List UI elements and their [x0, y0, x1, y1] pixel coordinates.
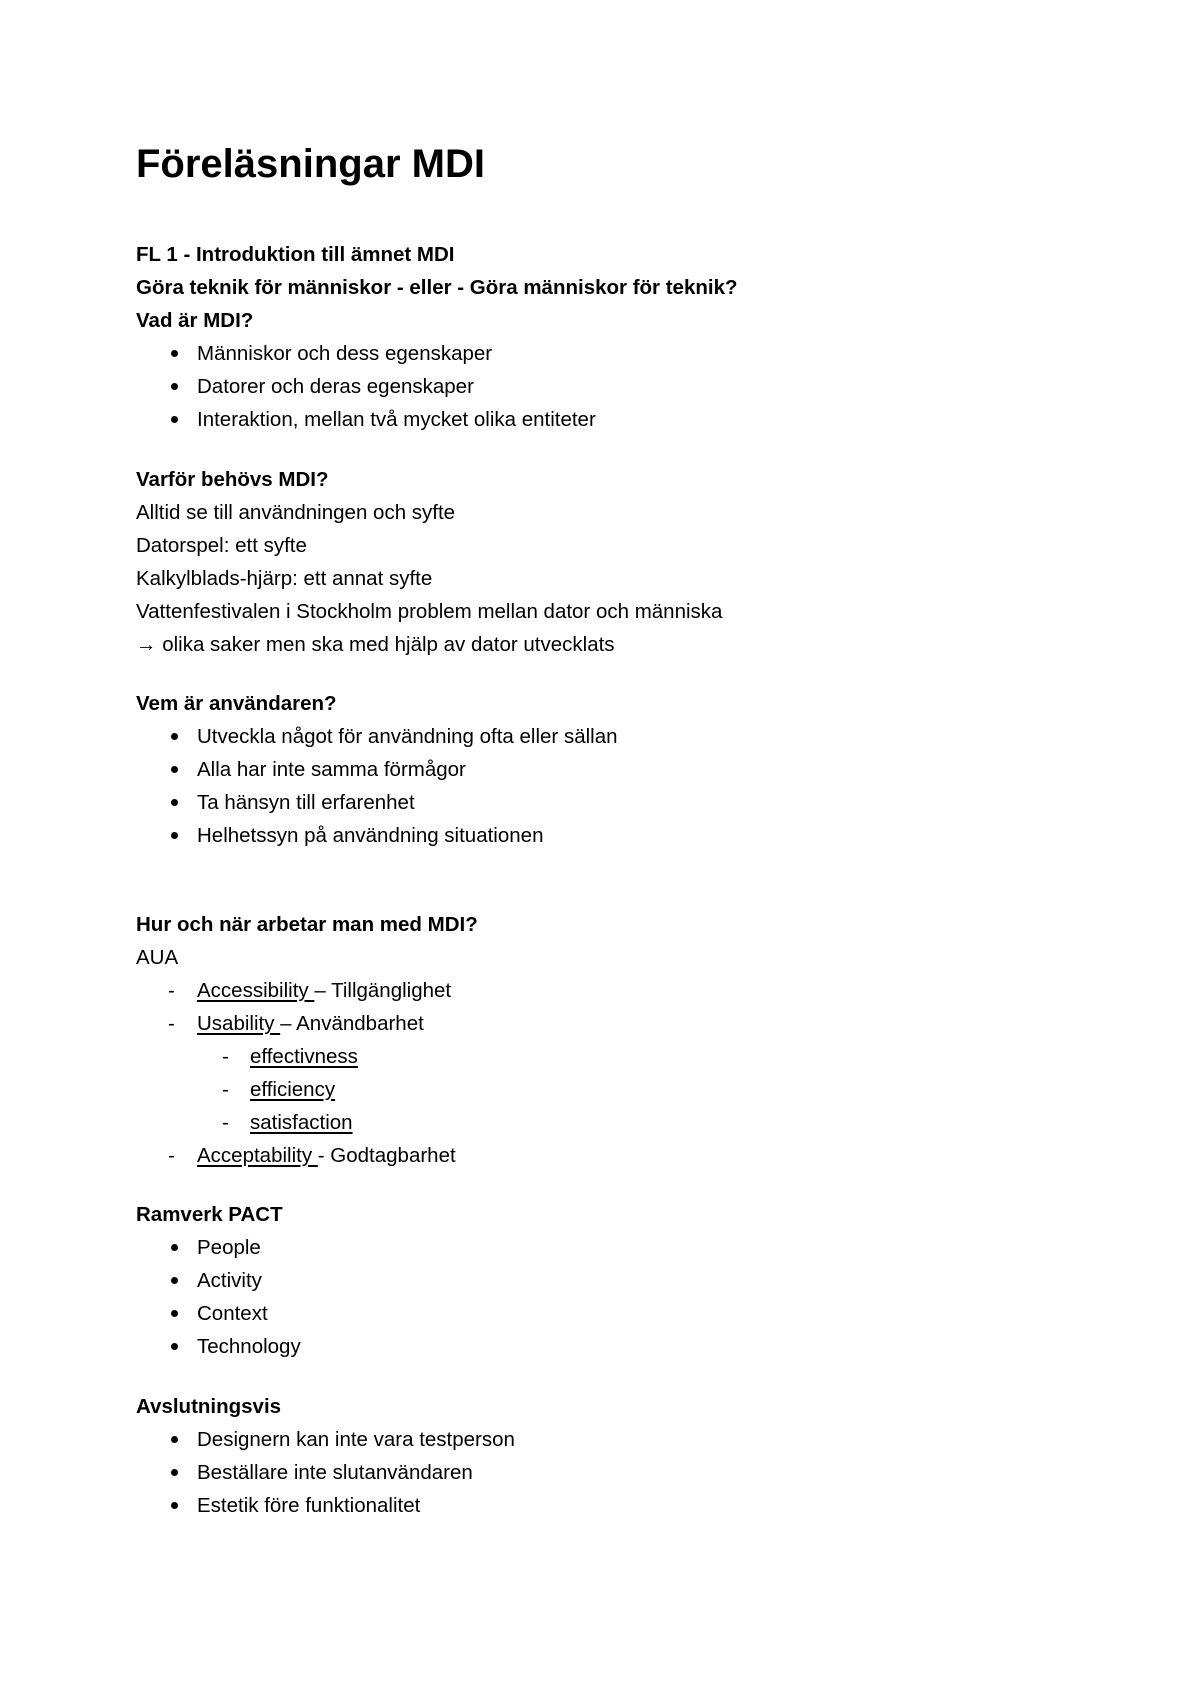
heading-vad-ar-mdi: Vad är MDI? [136, 309, 254, 332]
dash-subitem-efficiency [136, 1073, 1140, 1106]
bullet-list-vem-ar-anvandaren [136, 720, 1140, 852]
bullet-item: Ta hänsyn till erfarenhet [136, 786, 1140, 819]
heading-avslutningsvis: Avslutningsvis [136, 1395, 282, 1418]
paragraph-line: Alltid se till användningen och syfte [136, 501, 456, 524]
paragraph-arrow-line: → olika saker men ska med hjälp av dator utvecklats [136, 633, 615, 656]
heading-fl1: FL 1 - Introduktion till ämnet MDI [136, 243, 455, 266]
bullet-item: Alla har inte samma förmågor [136, 753, 1140, 786]
term-underlined: Accessibility [197, 979, 315, 1002]
paragraph-line: Vattenfestivalen i Stockholm problem mellan dator och människa [136, 600, 723, 623]
dash-item-acceptability [136, 1139, 1140, 1172]
bullet-item: Technology [136, 1330, 1140, 1363]
paragraph-line: Datorspel: ett syfte [136, 534, 307, 557]
heading-gora-teknik: Göra teknik för människor - eller - Göra människor för teknik? [136, 276, 738, 299]
bullet-list-avslutningsvis [136, 1423, 1140, 1522]
term-translation: - Godtagbarhet [317, 1144, 456, 1167]
bullet-item: Människor och dess egenskaper [136, 337, 1140, 370]
paragraph-line: Kalkylblads-hjärp: ett annat syfte [136, 567, 433, 590]
dash-subitem-effectivness [136, 1040, 1140, 1073]
heading-varfor-behovs-mdi: Varför behövs MDI? [136, 468, 329, 491]
paragraph-aua: AUA [136, 946, 179, 969]
bullet-item: Helhetssyn på användning situationen [136, 819, 1140, 852]
bullet-list-vad-ar-mdi [136, 337, 1140, 436]
term-underlined: Usability [197, 1012, 281, 1035]
term-underlined: satisfaction [250, 1111, 353, 1134]
bullet-list-pact [136, 1231, 1140, 1363]
heading-vem-ar-anvandaren: Vem är användaren? [136, 692, 337, 715]
dash-item-accessibility [136, 974, 1140, 1007]
bullet-item: Beställare inte slutanvändaren [136, 1456, 1140, 1489]
bullet-item: Designern kan inte vara testperson [136, 1423, 1140, 1456]
document-title: Föreläsningar MDI [136, 142, 485, 186]
term-translation: – Användbarhet [280, 1012, 424, 1035]
bullet-item: Estetik före funktionalitet [136, 1489, 1140, 1522]
dash-item-usability [136, 1007, 1140, 1040]
term-underlined: effectivness [250, 1045, 358, 1068]
bullet-item: Utveckla något för användning ofta eller sällan [136, 720, 1140, 753]
bullet-item: Datorer och deras egenskaper [136, 370, 1140, 403]
dash-subitem-satisfaction [136, 1106, 1140, 1139]
term-underlined: efficiency [250, 1078, 336, 1101]
term-translation: – Tillgänglighet [314, 979, 452, 1002]
heading-ramverk-pact: Ramverk PACT [136, 1203, 283, 1226]
bullet-item: Activity [136, 1264, 1140, 1297]
bullet-item: Interaktion, mellan två mycket olika entiteter [136, 403, 1140, 436]
bullet-item: Context [136, 1297, 1140, 1330]
bullet-item: People [136, 1231, 1140, 1264]
term-underlined: Acceptability [197, 1144, 318, 1167]
heading-hur-och-nar: Hur och när arbetar man med MDI? [136, 913, 478, 936]
